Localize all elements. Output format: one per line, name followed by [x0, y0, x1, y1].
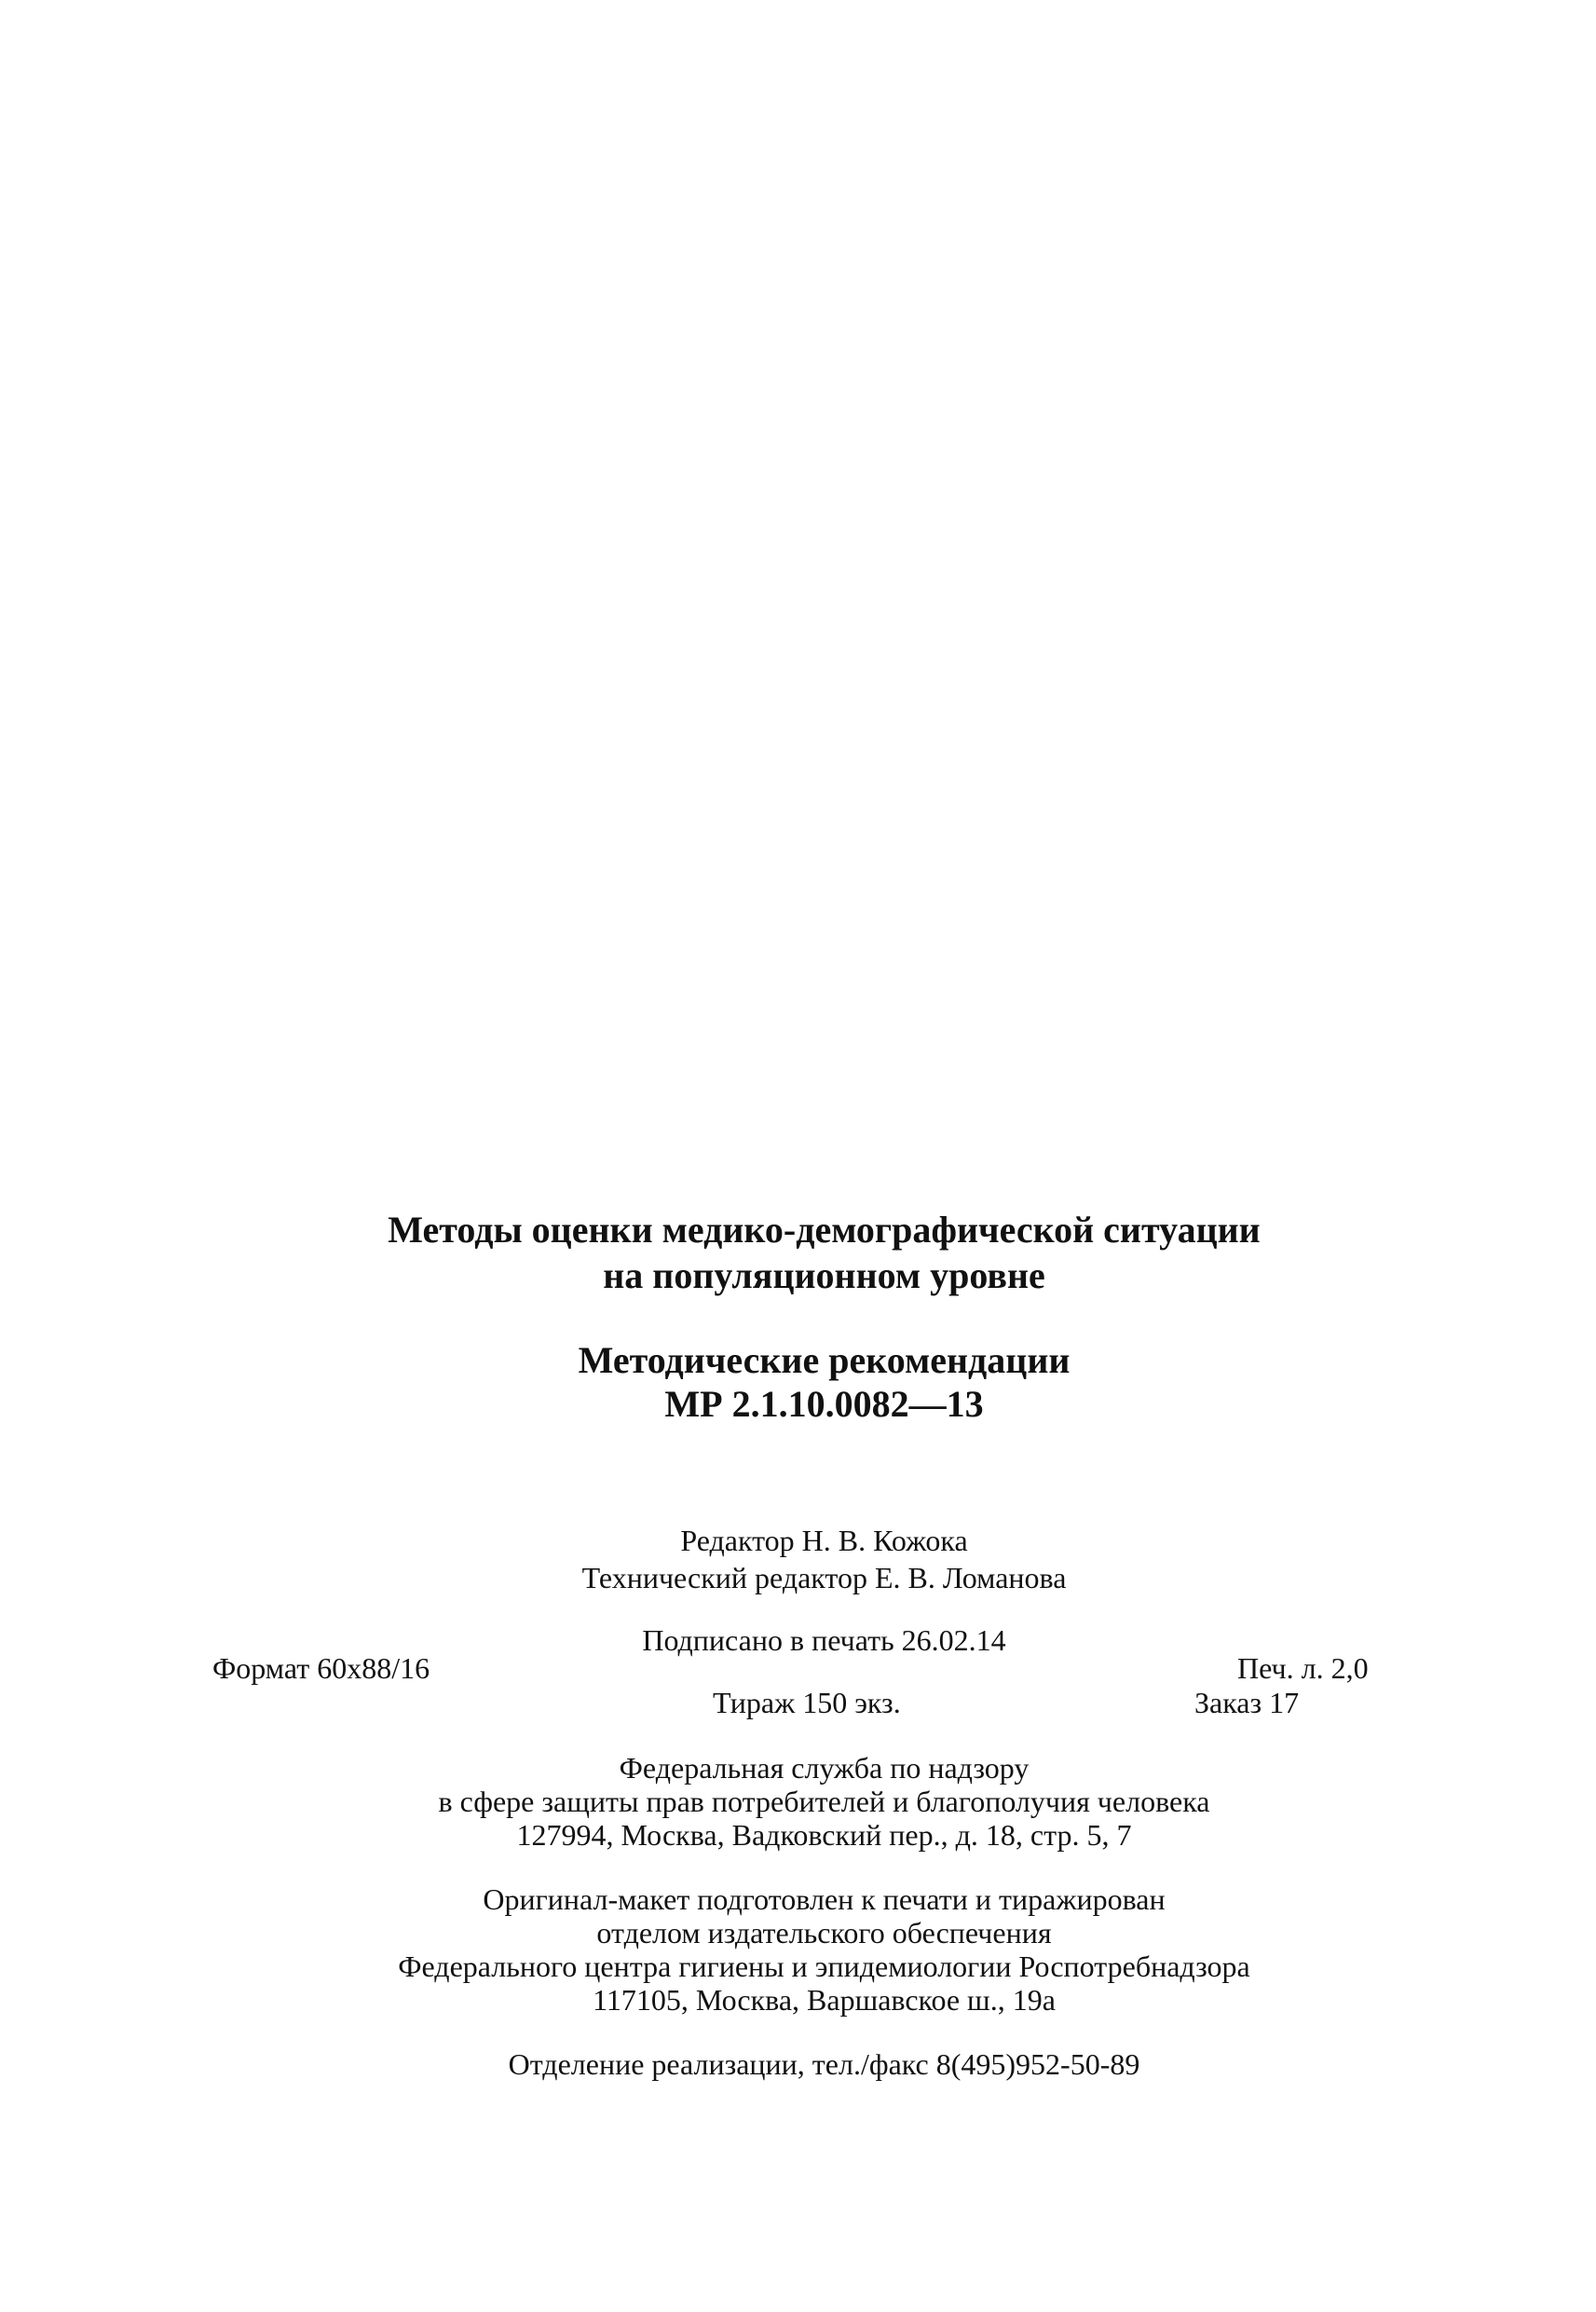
signed-to-print: Подписано в печать 26.02.14: [642, 1623, 1006, 1657]
title-line-2: на популяционном уровне: [603, 1254, 1045, 1296]
sales-contact: Отделение реализации, тел./факс 8(495)952-50-89: [508, 2047, 1140, 2081]
title-line-1: Методы оценки медико-демографической ситуации: [388, 1209, 1261, 1251]
printer-line-1: Оригинал-макет подготовлен к печати и тиражирован: [483, 1882, 1166, 1916]
editor-credit: Редактор Н. В. Кожока: [680, 1524, 968, 1557]
publisher-address: 127994, Москва, Вадковский пер., д. 18, стр. 5, 7: [516, 1818, 1132, 1852]
printer-line-2: отделом издательского обеспечения: [596, 1916, 1052, 1949]
tech-editor-credit: Технический редактор Е. В. Ломанова: [581, 1561, 1067, 1594]
order-number: Заказ 17: [1194, 1686, 1300, 1719]
paper-format: Формат 60х88/16: [212, 1651, 430, 1685]
doc-number: МР 2.1.10.0082—13: [664, 1383, 984, 1425]
printed-sheets: Печ. л. 2,0: [1237, 1651, 1369, 1685]
doc-type-line-1: Методические рекомендации: [578, 1339, 1071, 1381]
printer-address: 117105, Москва, Варшавское ш., 19а: [593, 1983, 1056, 2017]
printer-line-3: Федерального центра гигиены и эпидемиологии Роспотребнадзора: [398, 1949, 1250, 1983]
publisher-line-1: Федеральная служба по надзору: [619, 1751, 1030, 1785]
circulation: Тираж 150 экз.: [713, 1686, 901, 1719]
publisher-line-2: в сфере защиты прав потребителей и благополучия человека: [438, 1785, 1210, 1818]
